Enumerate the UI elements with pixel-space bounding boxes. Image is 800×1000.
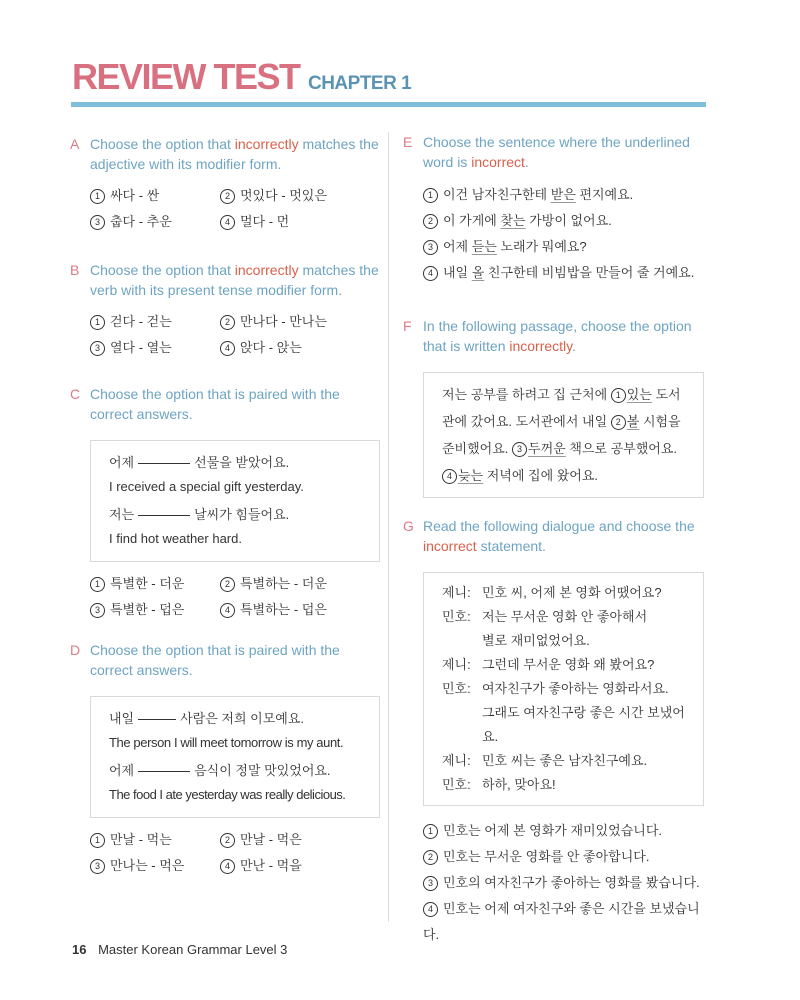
question-a bbox=[70, 134, 382, 232]
blank-line bbox=[138, 770, 190, 772]
answer-option[interactable]: 2 특별하는 - 더운 bbox=[220, 574, 370, 594]
question-letter: E bbox=[403, 134, 413, 150]
answer-option[interactable]: 1 이건 남자친구한테 받은 편지예요. bbox=[423, 182, 708, 208]
answer-option[interactable]: 3 민호의 여자친구가 좋아하는 영화를 봤습니다. bbox=[423, 870, 708, 896]
dialogue-line: 별로 재미없었어요. bbox=[482, 633, 590, 648]
answer-options bbox=[90, 574, 382, 620]
answer-option[interactable]: 4 특별하는 - 덥은 bbox=[220, 600, 370, 620]
dialogue-line: 민호: 저는 무서운 영화 안 좋아해서 bbox=[442, 609, 648, 624]
answer-option[interactable]: 4 민호는 어제 여자친구와 좋은 시간을 보냈습니다. bbox=[423, 901, 700, 942]
answer-option[interactable]: 4 앉다 - 앉는 bbox=[220, 338, 370, 358]
passage-option[interactable]: 두꺼운 bbox=[528, 441, 566, 456]
question-prompt: Choose the option that is paired with the correct answers. bbox=[90, 386, 340, 422]
chapter-label: CHAPTER 1 bbox=[307, 73, 412, 94]
example-box bbox=[90, 440, 380, 562]
dialogue-box bbox=[423, 572, 704, 806]
question-g bbox=[403, 516, 708, 948]
answer-option[interactable]: 4 만난 - 먹을 bbox=[220, 856, 370, 876]
passage-line: 4 늦는 저녁에 집에 왔어요. bbox=[442, 462, 685, 489]
passage-line: 관에 갔어요. 도서관에서 내일 2 볼 시험을 bbox=[442, 414, 681, 429]
passage-line: 저는 공부를 하려고 집 근처에 1 있는 도서 bbox=[442, 387, 681, 402]
question-d bbox=[70, 640, 382, 876]
answer-option[interactable]: 2 이 가게에 찾는 가방이 없어요. bbox=[423, 208, 708, 234]
answer-option[interactable]: 3 춥다 - 추운 bbox=[90, 212, 220, 232]
page-footer bbox=[72, 942, 287, 957]
page-header bbox=[72, 56, 411, 98]
answer-option[interactable]: 1 특별한 - 더운 bbox=[90, 574, 220, 594]
dialogue-line: 제니: 민호 씨, 어제 본 영화 어땠어요? bbox=[442, 585, 662, 600]
question-prompt: Choose the option that incorrectly matches the adjective with its modifier form. bbox=[90, 136, 379, 172]
question-prompt: Read the following dialogue and choose the incorrect statement. bbox=[423, 518, 695, 554]
answer-option[interactable]: 1 싸다 - 싼 bbox=[90, 186, 220, 206]
column-divider bbox=[388, 132, 389, 922]
question-letter: F bbox=[403, 318, 412, 334]
blank-line bbox=[138, 514, 190, 516]
answer-options bbox=[90, 830, 382, 876]
question-e bbox=[403, 132, 708, 286]
page-title: REVIEW TEST bbox=[72, 56, 300, 97]
dialogue-line: 민호: 여자친구가 좋아하는 영화라서요. bbox=[442, 681, 669, 696]
question-b bbox=[70, 260, 382, 358]
question-letter: D bbox=[70, 642, 81, 658]
dialogue-line: 제니: 그런데 무서운 영화 왜 봤어요? bbox=[442, 657, 655, 672]
answer-option[interactable]: 2 만나다 - 만나는 bbox=[220, 312, 370, 332]
answer-option[interactable]: 2 멋있다 - 멋있은 bbox=[220, 186, 370, 206]
answer-options bbox=[423, 818, 708, 948]
example-box bbox=[90, 696, 380, 818]
example-sentence: 어제 음식이 정말 맛있었어요. The food I ate yesterday was really delicious. bbox=[109, 763, 346, 802]
page-number: 16 bbox=[72, 942, 87, 957]
question-prompt: Choose the sentence where the underlined word is incorrect. bbox=[423, 134, 690, 170]
passage-option[interactable]: 있는 bbox=[626, 387, 652, 402]
answer-options bbox=[90, 312, 382, 358]
question-prompt: Choose the option that is paired with the correct answers. bbox=[90, 642, 340, 678]
passage-option[interactable]: 볼 bbox=[626, 414, 640, 429]
question-letter: B bbox=[70, 262, 80, 278]
question-letter: A bbox=[70, 136, 80, 152]
answer-option[interactable]: 3 열다 - 열는 bbox=[90, 338, 220, 358]
question-prompt: Choose the option that incorrectly matches the verb with its present tense modifier form. bbox=[90, 262, 379, 298]
book-title: Master Korean Grammar Level 3 bbox=[98, 942, 288, 957]
header-rule bbox=[71, 102, 706, 107]
answer-option[interactable]: 4 멀다 - 먼 bbox=[220, 212, 370, 232]
answer-options bbox=[90, 186, 382, 232]
passage-option[interactable]: 늦는 bbox=[458, 468, 484, 483]
answer-option[interactable]: 1 걷다 - 걷는 bbox=[90, 312, 220, 332]
example-sentence: 내일 사람은 저희 이모예요. The person I will meet tomorrow is my aunt. bbox=[109, 711, 344, 750]
answer-option[interactable]: 4 내일 올 친구한테 비빔밥을 만들어 줄 거예요. bbox=[423, 260, 708, 286]
answer-option[interactable]: 2 만날 - 먹은 bbox=[220, 830, 370, 850]
dialogue-line: 민호: 하하, 맞아요! bbox=[442, 777, 556, 792]
dialogue-line: 제니: 민호 씨는 좋은 남자친구예요. bbox=[442, 753, 648, 768]
blank-line bbox=[138, 718, 176, 720]
answer-option[interactable]: 3 특별한 - 덥은 bbox=[90, 600, 220, 620]
answer-option[interactable]: 3 만나는 - 먹은 bbox=[90, 856, 220, 876]
question-c bbox=[70, 384, 382, 620]
answer-options bbox=[423, 182, 708, 286]
blank-line bbox=[138, 462, 190, 464]
answer-option[interactable]: 3 어제 듣는 노래가 뭐예요? bbox=[423, 234, 708, 260]
answer-option[interactable]: 1 민호는 어제 본 영화가 재미있었습니다. bbox=[423, 818, 708, 844]
question-letter: C bbox=[70, 386, 81, 402]
question-prompt: In the following passage, choose the option that is written incorrectly. bbox=[423, 318, 692, 354]
question-f bbox=[403, 316, 708, 498]
question-letter: G bbox=[403, 518, 414, 534]
dialogue-line: 그래도 여자친구랑 좋은 시간 보냈어요. bbox=[482, 705, 685, 744]
passage-line: 준비했어요. 3 두꺼운 책으로 공부했어요. bbox=[442, 441, 678, 456]
answer-option[interactable]: 1 만날 - 먹는 bbox=[90, 830, 220, 850]
passage-box bbox=[423, 372, 704, 498]
example-sentence: 저는 날씨가 힘들어요. I find hot weather hard. bbox=[109, 507, 290, 546]
example-sentence: 어제 선물을 받았어요. I received a special gift yesterday. bbox=[109, 455, 304, 494]
answer-option[interactable]: 2 민호는 무서운 영화를 안 좋아합니다. bbox=[423, 844, 708, 870]
